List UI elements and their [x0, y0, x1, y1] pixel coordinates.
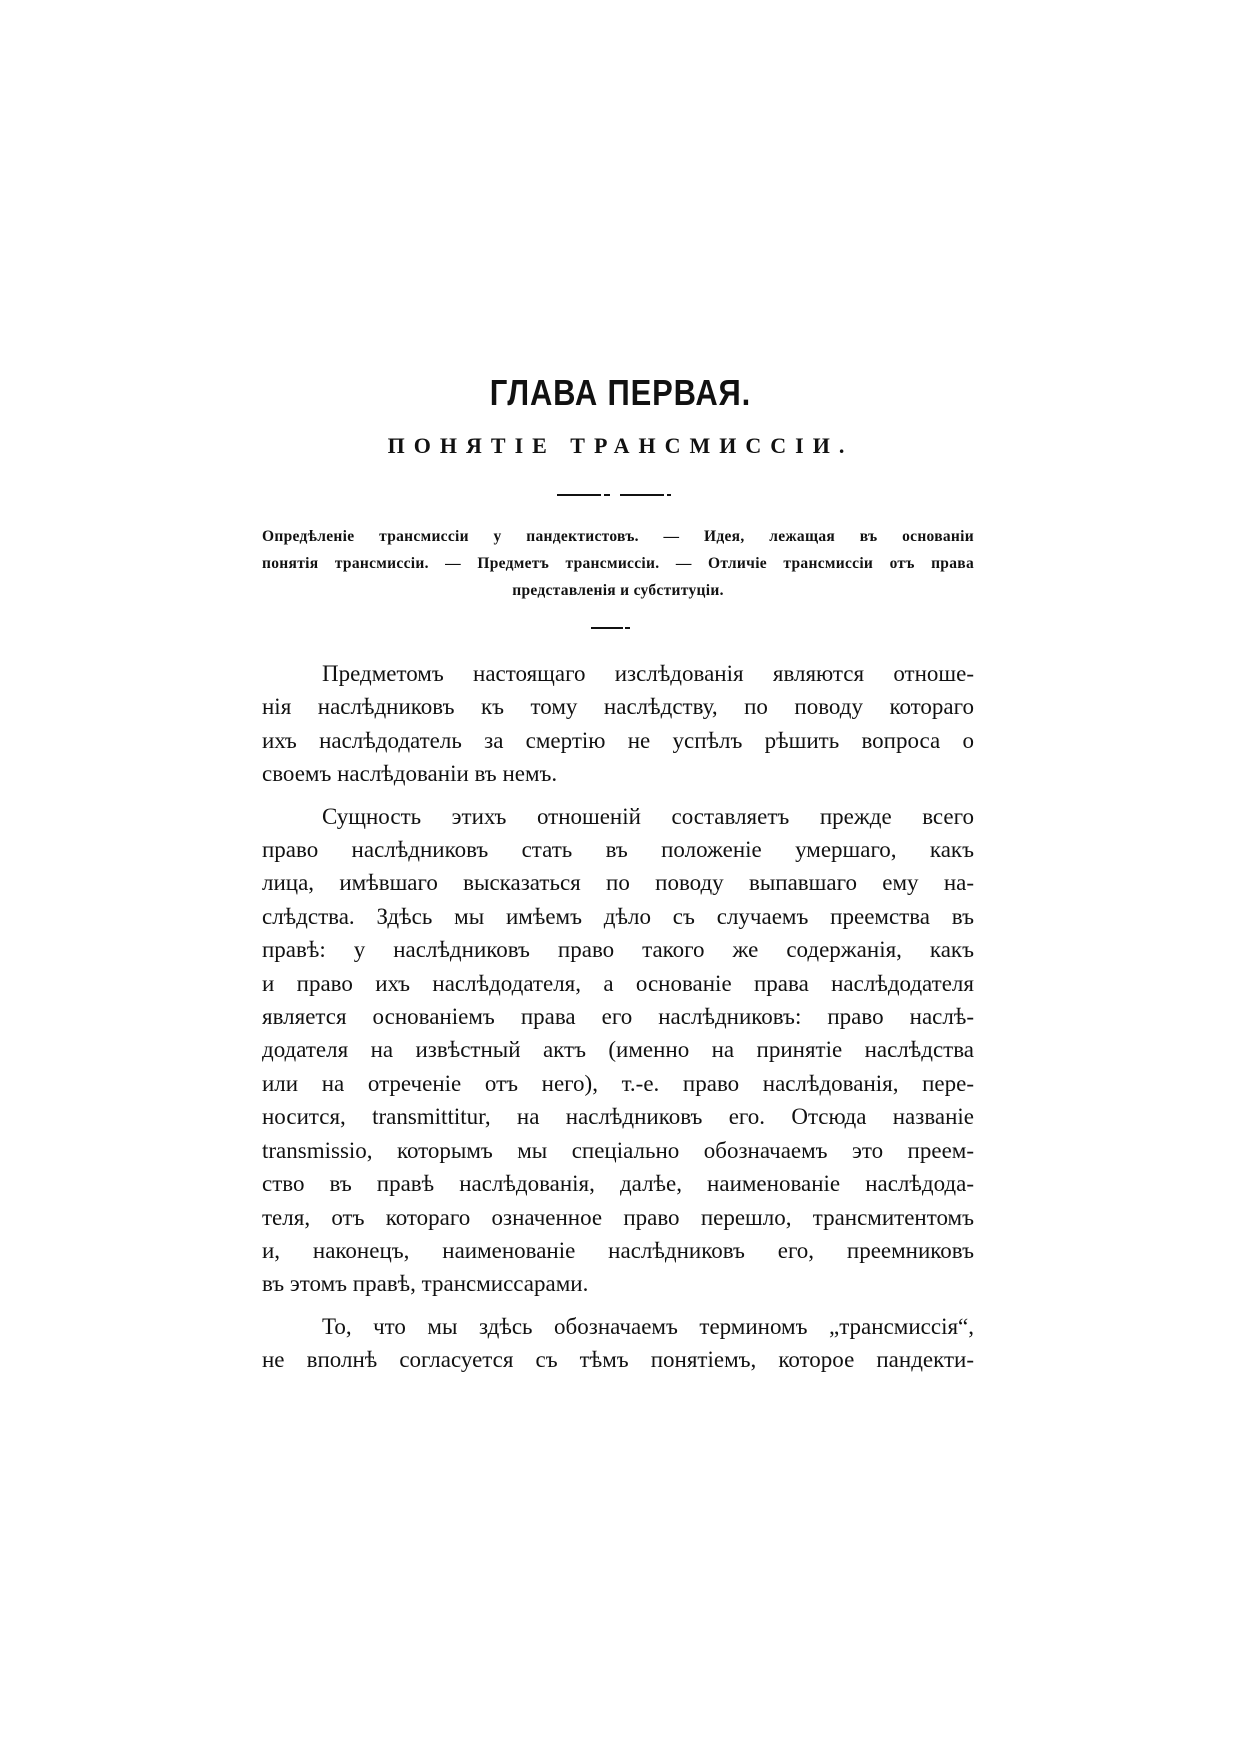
text-line: transmissio, которымъ мы спеціально обозначаемъ это преем- [262, 1137, 974, 1163]
summary-line: представленія и субституціи. [512, 582, 724, 599]
separator-rule [591, 627, 623, 629]
text-line: додателя на извѣстный актъ (именно на принятіе наслѣдства [262, 1037, 974, 1063]
separator-rule [620, 494, 664, 496]
text-line: правѣ: у наслѣдниковъ право такого же содержанія, какъ [262, 937, 974, 963]
text-line: не вполнѣ согласуется съ тѣмъ понятіемъ, которое пандекти- [262, 1347, 974, 1373]
text-line: носится, transmittitur, на наслѣдниковъ его. Отсюда названіе [262, 1104, 974, 1130]
paragraph [262, 1310, 974, 1377]
separator-rule [625, 627, 630, 629]
text-line: въ этомъ правѣ, трансмиссарами. [262, 1271, 589, 1297]
text-line: Сущность этихъ отношеній составляетъ прежде всего [322, 803, 974, 829]
text-line: или на отреченіе отъ него), т.-е. право наслѣдованія, пере- [262, 1070, 974, 1096]
text-line: Предметомъ настоящаго изслѣдованія являются отноше- [322, 661, 974, 686]
chapter-title: ПОНЯТІЕ ТРАНСМИССІИ. [387, 433, 854, 458]
text-line: То, что мы здѣсь обозначаемъ терминомъ „трансмиссія“, [322, 1313, 974, 1339]
text-line: ство въ правѣ наслѣдованія, далѣе, наименованіе наслѣдода- [262, 1171, 974, 1197]
text-line: право наслѣдниковъ стать въ положеніе умершаго, какъ [262, 837, 974, 863]
text-line: слѣдства. Здѣсь мы имѣемъ дѣло съ случаемъ преемства въ [262, 903, 974, 929]
chapter-heading: ГЛАВА ПЕРВАЯ. [489, 372, 752, 413]
paragraph [262, 800, 974, 1301]
separator-rule [667, 494, 671, 496]
summary-line: Опредѣленіе трансмиссіи у пандектистовъ. — Идея, лежащая въ основаніи [262, 528, 974, 545]
text-line: и, наконецъ, наименованіе наслѣдниковъ его, преемниковъ [262, 1237, 974, 1263]
paragraph [262, 657, 974, 791]
chapter-summary [262, 523, 974, 604]
summary-line: понятія трансмиссіи. — Предметъ трансмиссіи. — Отличіе трансмиссіи отъ права [262, 555, 974, 572]
text-line: нія наслѣдниковъ къ тому наслѣдству, по поводу котораго [262, 694, 974, 720]
text-line: ихъ наслѣдодатель за смертію не успѣлъ рѣшить вопроса о [262, 727, 974, 753]
text-line: своемъ наслѣдованіи въ немъ. [262, 761, 558, 787]
text-line: является основаніемъ права его наслѣдниковъ: право наслѣ- [262, 1004, 974, 1030]
separator-rule [557, 494, 601, 496]
text-line: лица, имѣвшаго высказаться по поводу выпавшаго ему на- [262, 870, 974, 896]
text-line: и право ихъ наслѣдодателя, а основаніе права наслѣдодателя [262, 970, 974, 996]
separator-rule [604, 494, 610, 496]
text-line: теля, отъ котораго означенное право перешло, трансмитентомъ [262, 1204, 974, 1230]
body-text [262, 657, 974, 1386]
